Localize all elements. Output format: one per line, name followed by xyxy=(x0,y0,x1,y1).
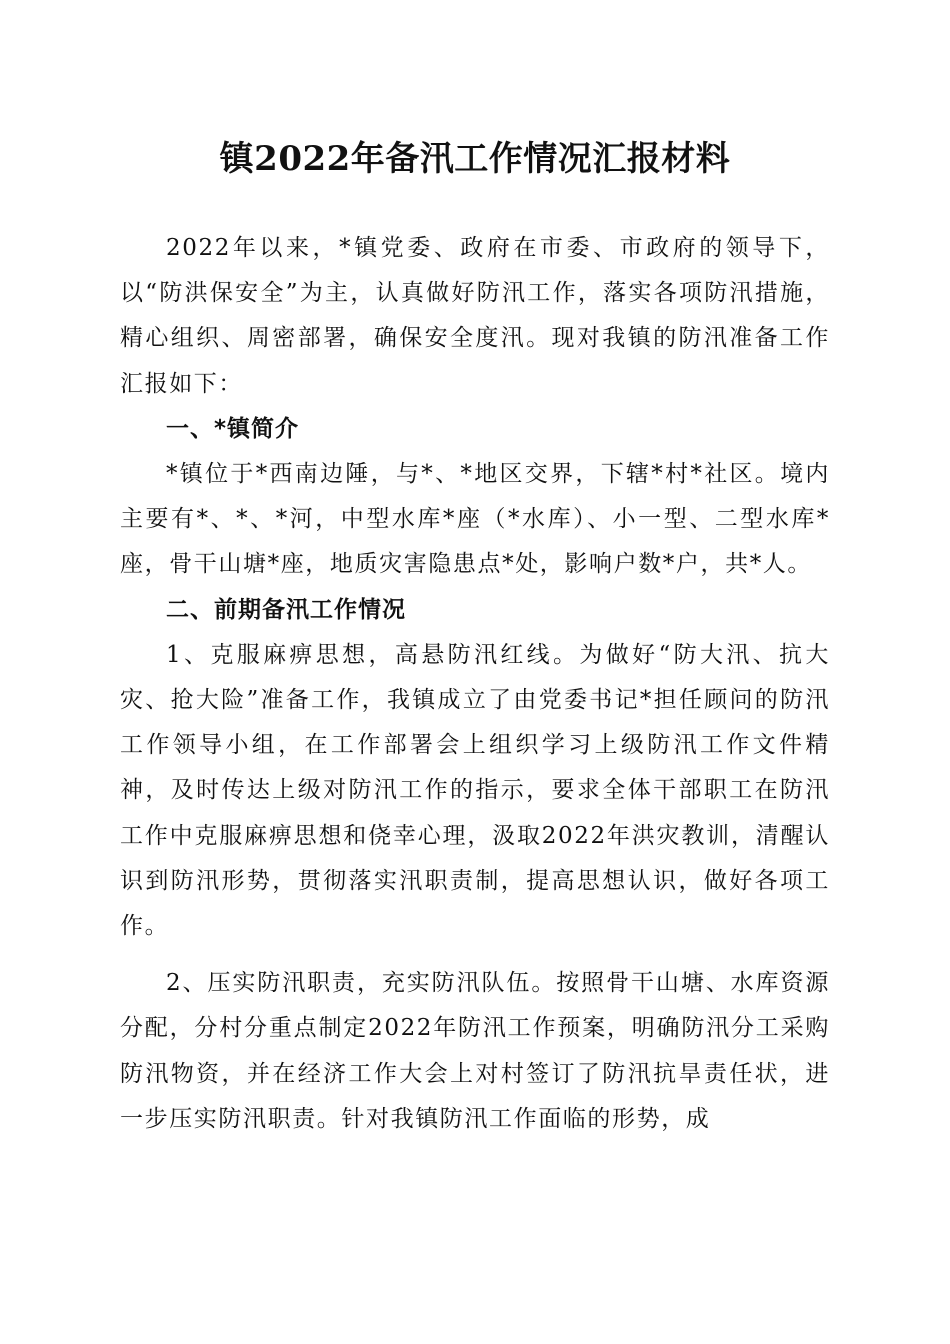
document-title: 镇2022年备汛工作情况汇报材料 xyxy=(219,139,731,179)
section-heading-preparation: 二、前期备汛工作情况 xyxy=(166,596,406,623)
intro-paragraph: 2022年以来，*镇党委、政府在市委、市政府的领导下，以“防洪保安全”为主，认真做好防汛工作，落实各项防汛措施，精心组织、周密部署，确保安全度汛。现对我镇的防汛准备工作汇报如下： xyxy=(120,235,830,397)
document-body xyxy=(120,226,830,1142)
preparation-paragraph-1: 1、克服麻痹思想，高悬防汛红线。为做好“防大汛、抗大灾、抢大险”准备工作，我镇成立了由党委书记*担任顾问的防汛工作领导小组，在工作部署会上组织学习上级防汛工作文件精神，及时传达上级对防汛工作的指示，要求全体干部职工在防汛工作中克服麻痹思想和侥幸心理，汲取2022年洪灾教训，清醒认识到防汛形势，贯彻落实汛职责制，提高思想认识，做好各项工作。 xyxy=(120,641,830,940)
paragraph-spacer xyxy=(120,949,830,961)
preparation-paragraph-2: 2、压实防汛职责，充实防汛队伍。按照骨干山塘、水库资源分配，分村分重点制定2022年防汛工作预案，明确防汛分工采购防汛物资，并在经济工作大会上对村签订了防汛抗旱责任状，进一步压实防汛职责。针对我镇防汛工作面临的形势，成 xyxy=(120,970,830,1132)
overview-paragraph: *镇位于*西南边陲，与*、*地区交界，下辖*村*社区。境内主要有*、*、*河，中型水库*座（*水库）、小一型、二型水库*座，骨干山塘*座，地质灾害隐患点*处，影响户数*户，共*人。 xyxy=(120,461,830,578)
section-heading-overview: 一、*镇简介 xyxy=(166,415,300,442)
